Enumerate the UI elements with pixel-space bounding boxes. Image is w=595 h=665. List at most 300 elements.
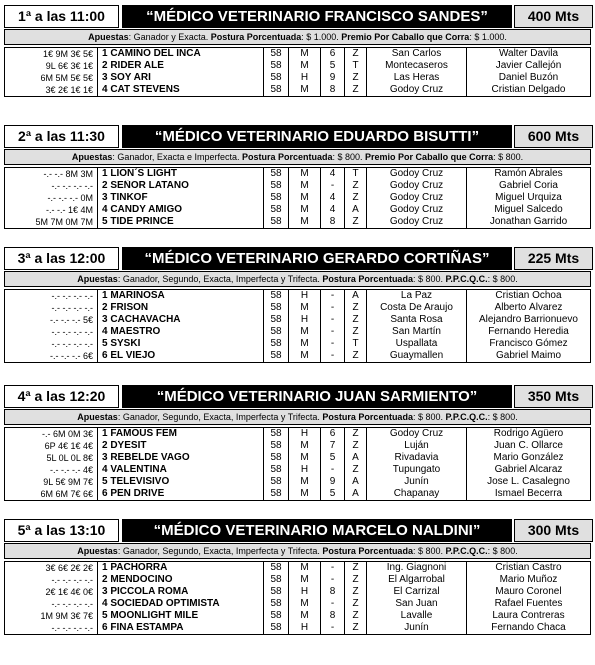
- entry-horse: 1 FAMOUS FEM: [98, 428, 264, 440]
- entry-horse: 3 TINKOF: [98, 192, 264, 204]
- entry-jockey: Laura Contreras: [492, 610, 565, 621]
- extra-text: : $ 1.000.: [469, 32, 507, 42]
- entry-weight: 58: [264, 84, 289, 96]
- entry-location: Godoy Cruz: [367, 204, 467, 216]
- entry-age: -: [321, 314, 345, 326]
- entry-horse: 3 REBELDE VAGO: [98, 452, 264, 464]
- entry-horse: 2 DYESIT: [98, 440, 264, 452]
- entry-sex: H: [289, 586, 321, 598]
- race-title: “MÉDICO VETERINARIO GERARDO CORTIÑAS”: [122, 247, 512, 270]
- entry-sex: M: [289, 574, 321, 586]
- entry-row: [5, 488, 590, 500]
- entry-cut: Z: [345, 326, 367, 338]
- entry-age: 4: [321, 192, 345, 204]
- entry-location: Montecaseros: [367, 60, 467, 72]
- entry-location: Junín: [367, 622, 467, 634]
- entry-horse: 2 MENDOCINO: [98, 574, 264, 586]
- entry-location: Santa Rosa: [367, 314, 467, 326]
- entry-jockey: Mario Muñoz: [499, 574, 558, 585]
- entry-odds: -.- -.- -.- -.-: [5, 574, 98, 586]
- entry-odds: -.- -.- -.- 4€: [5, 464, 98, 476]
- entry-sex: H: [289, 428, 321, 440]
- entry-jockey: Fernando Heredia: [488, 326, 569, 337]
- pool-text: : $ 800.: [412, 274, 446, 284]
- entry-odds: 6P 4€ 1€ 4€: [5, 440, 98, 452]
- entry-weight: 58: [264, 290, 289, 302]
- entry-row: [5, 48, 590, 60]
- entry-age: -: [321, 302, 345, 314]
- entry-cut: Z: [345, 598, 367, 610]
- entry-row: [5, 84, 590, 96]
- extra-label: P.P.C.Q.C.: [445, 412, 488, 422]
- bets-label: Apuestas: [88, 32, 129, 42]
- entry-jockey: Rafael Fuentes: [494, 598, 563, 609]
- entry-row: [5, 562, 590, 574]
- pool-text: : $ 1.000.: [301, 32, 342, 42]
- entry-sex: M: [289, 302, 321, 314]
- race-distance: 225 Mts: [514, 247, 593, 270]
- entry-age: 8: [321, 586, 345, 598]
- entry-cut: T: [345, 168, 367, 180]
- entry-row: [5, 622, 590, 634]
- entry-sex: M: [289, 168, 321, 180]
- entry-horse: 2 RIDER ALE: [98, 60, 264, 72]
- entry-cut: A: [345, 204, 367, 216]
- entry-weight: 58: [264, 72, 289, 84]
- entry-location: La Paz: [367, 290, 467, 302]
- entry-horse: 2 FRISON: [98, 302, 264, 314]
- entry-cut: Z: [345, 464, 367, 476]
- entry-jockey: Alejandro Barrionuevo: [479, 314, 578, 325]
- entry-horse: 4 CANDY AMIGO: [98, 204, 264, 216]
- entry-age: -: [321, 562, 345, 574]
- entry-odds: -.- -.- -.- -.-: [5, 290, 98, 302]
- entry-sex: M: [289, 326, 321, 338]
- entry-cut: T: [345, 338, 367, 350]
- entry-cut: Z: [345, 440, 367, 452]
- entry-horse: 3 PICCOLA ROMA: [98, 586, 264, 598]
- entry-sex: M: [289, 488, 321, 500]
- bets-label: Apuestas: [71, 152, 113, 162]
- entry-jockey: Ismael Becerra: [494, 488, 563, 499]
- entry-age: -: [321, 350, 345, 362]
- entry-cut: Z: [345, 48, 367, 60]
- entry-weight: 58: [264, 204, 289, 216]
- bets-text: : Ganador, Exacta e Imperfecta.: [112, 152, 242, 162]
- entry-odds: -.- -.- -.- -.-: [5, 326, 98, 338]
- entry-jockey: Mario González: [493, 452, 564, 463]
- entry-location: Godoy Cruz: [367, 168, 467, 180]
- entry-sex: M: [289, 452, 321, 464]
- entry-jockey: Gabriel Maimo: [495, 350, 562, 361]
- entry-jockey: Mauro Coronel: [495, 586, 562, 597]
- entries-table: [4, 167, 591, 229]
- entry-odds: -.- -.- -.- -.-: [5, 622, 98, 634]
- entry-age: -: [321, 326, 345, 338]
- entry-row: [5, 428, 590, 440]
- race-header: [4, 5, 591, 27]
- entry-sex: H: [289, 314, 321, 326]
- entry-location: Guaymallen: [367, 350, 467, 362]
- entry-cut: Z: [345, 428, 367, 440]
- entry-horse: 5 TIDE PRINCE: [98, 216, 264, 228]
- entry-location: Uspallata: [367, 338, 467, 350]
- entry-age: 7: [321, 440, 345, 452]
- entry-horse: 6 PEN DRIVE: [98, 488, 264, 500]
- extra-label: P.P.C.Q.C.: [445, 274, 488, 284]
- entry-location: Godoy Cruz: [367, 216, 467, 228]
- entry-cut: T: [345, 60, 367, 72]
- entry-cut: A: [345, 290, 367, 302]
- entry-age: 4: [321, 168, 345, 180]
- race-header: [4, 247, 591, 269]
- entry-weight: 58: [264, 326, 289, 338]
- entry-horse: 4 MAESTRO: [98, 326, 264, 338]
- entries-table: [4, 561, 591, 635]
- entry-odds: -.- -.- 8M 3M: [5, 168, 98, 180]
- entry-location: Rivadavia: [367, 452, 467, 464]
- entry-row: [5, 350, 590, 362]
- entry-horse: 6 FINA ESTAMPA: [98, 622, 264, 634]
- entry-jockey: Ramón Abrales: [494, 168, 563, 179]
- entry-odds: -.- -.- -.- 5€: [5, 314, 98, 326]
- entry-cut: Z: [345, 622, 367, 634]
- race-distance: 400 Mts: [514, 5, 593, 28]
- race-block: [4, 5, 591, 97]
- entry-jockey: Miguel Salcedo: [494, 204, 563, 215]
- entry-location: Godoy Cruz: [367, 428, 467, 440]
- entry-odds: 1M 9M 3€ 7€: [5, 610, 98, 622]
- extra-text: : $ 800.: [487, 274, 518, 284]
- entry-age: 8: [321, 610, 345, 622]
- entry-weight: 58: [264, 574, 289, 586]
- entry-cut: A: [345, 476, 367, 488]
- entry-sex: M: [289, 476, 321, 488]
- entry-location: Tupungato: [367, 464, 467, 476]
- entry-location: Ing. Giagnoni: [367, 562, 467, 574]
- entry-horse: 3 SOY ARI: [98, 72, 264, 84]
- entry-row: [5, 204, 590, 216]
- entry-odds: 9L 6€ 3€ 1€: [5, 60, 98, 72]
- entry-odds: 6M 6M 7€ 6€: [5, 488, 98, 500]
- entry-weight: 58: [264, 440, 289, 452]
- entry-horse: 4 SOCIEDAD OPTIMISTA: [98, 598, 264, 610]
- pool-label: Postura Porcentuada: [322, 274, 413, 284]
- entry-sex: M: [289, 60, 321, 72]
- entry-horse: 5 MOONLIGHT MILE: [98, 610, 264, 622]
- entry-age: 4: [321, 204, 345, 216]
- pool-label: Postura Porcentuada: [322, 412, 413, 422]
- race-header: [4, 385, 591, 407]
- entries-table: [4, 47, 591, 97]
- bets-text: : Ganador, Segundo, Exacta, Imperfecta y Trifecta.: [117, 274, 323, 284]
- entry-jockey: Francisco Gómez: [489, 338, 568, 349]
- race-header: [4, 519, 591, 541]
- entry-weight: 58: [264, 610, 289, 622]
- entry-sex: M: [289, 84, 321, 96]
- entry-sex: M: [289, 216, 321, 228]
- entry-row: [5, 72, 590, 84]
- entry-sex: M: [289, 180, 321, 192]
- entry-horse: 6 EL VIEJO: [98, 350, 264, 362]
- race-title: “MÉDICO VETERINARIO JUAN SARMIENTO”: [122, 385, 512, 408]
- entry-jockey: Cristian Ochoa: [495, 290, 562, 301]
- entry-horse: 2 SEÑOR LATANO: [98, 180, 264, 192]
- entry-weight: 58: [264, 338, 289, 350]
- entry-odds: 3€ 6€ 2€ 2€: [5, 562, 98, 574]
- entry-location: Godoy Cruz: [367, 180, 467, 192]
- bets-text: : Ganador, Segundo, Exacta, Imperfecta y Trifecta.: [117, 412, 323, 422]
- pool-label: Postura Porcentuada: [322, 546, 413, 556]
- entry-cut: A: [345, 488, 367, 500]
- entry-jockey: Rodrigo Agüero: [493, 428, 564, 439]
- entry-sex: M: [289, 440, 321, 452]
- extra-label: Premio Por Caballo que Corra: [365, 152, 494, 162]
- race-block: [4, 519, 591, 635]
- bets-label: Apuestas: [77, 412, 118, 422]
- betting-info: [4, 409, 591, 425]
- entry-location: Lavalle: [367, 610, 467, 622]
- entry-weight: 58: [264, 314, 289, 326]
- entry-cut: Z: [345, 216, 367, 228]
- entry-age: 8: [321, 84, 345, 96]
- entry-horse: 4 CAT STEVENS: [98, 84, 264, 96]
- entry-sex: M: [289, 610, 321, 622]
- entry-weight: 58: [264, 192, 289, 204]
- entry-odds: -.- 6M 0M 3€: [5, 428, 98, 440]
- entry-cut: Z: [345, 350, 367, 362]
- entry-row: [5, 290, 590, 302]
- pool-text: : $ 800.: [332, 152, 366, 162]
- entry-odds: -.- -.- -.- -.-: [5, 598, 98, 610]
- entries-table: [4, 289, 591, 363]
- entry-sex: H: [289, 622, 321, 634]
- entry-age: -: [321, 180, 345, 192]
- entry-jockey: Jose L. Casalegno: [487, 476, 570, 487]
- entry-cut: Z: [345, 84, 367, 96]
- betting-info: [4, 149, 591, 165]
- pool-text: : $ 800.: [412, 412, 446, 422]
- entry-row: [5, 216, 590, 228]
- entry-jockey: Miguel Urquiza: [495, 192, 562, 203]
- entry-weight: 58: [264, 598, 289, 610]
- entry-weight: 58: [264, 302, 289, 314]
- entry-cut: Z: [345, 192, 367, 204]
- entry-location: El Carrizal: [367, 586, 467, 598]
- entry-horse: 1 CAMINO DEL INCA: [98, 48, 264, 60]
- entry-jockey: Cristian Castro: [495, 562, 562, 573]
- entry-location: Costa De Araujo: [367, 302, 467, 314]
- extra-text: : $ 800.: [487, 546, 518, 556]
- race-title: “MÉDICO VETERINARIO MARCELO NALDINI”: [122, 519, 512, 542]
- entry-horse: 1 LION´S LIGHT: [98, 168, 264, 180]
- entry-jockey: Javier Callejón: [495, 60, 562, 71]
- entry-horse: 1 MARINOSA: [98, 290, 264, 302]
- race-number: 3ª a las 12:00: [4, 247, 119, 270]
- entry-jockey: Juan C. Ollarce: [494, 440, 563, 451]
- entry-odds: -.- -.- -.- -.-: [5, 180, 98, 192]
- entry-age: 5: [321, 488, 345, 500]
- entry-cut: Z: [345, 302, 367, 314]
- entry-sex: M: [289, 562, 321, 574]
- entry-odds: 3€ 2€ 1€ 1€: [5, 84, 98, 96]
- race-title: “MÉDICO VETERINARIO FRANCISCO SANDES”: [122, 5, 512, 28]
- extra-text: : $ 800.: [487, 412, 518, 422]
- extra-label: P.P.C.Q.C.: [445, 546, 488, 556]
- entry-location: Las Heras: [367, 72, 467, 84]
- entry-odds: -.- -.- -.- 6€: [5, 350, 98, 362]
- race-distance: 600 Mts: [514, 125, 593, 148]
- entry-sex: M: [289, 598, 321, 610]
- entry-weight: 58: [264, 476, 289, 488]
- entry-jockey: Gabriel Coria: [499, 180, 558, 191]
- entry-cut: Z: [345, 314, 367, 326]
- entry-row: [5, 610, 590, 622]
- entry-horse: 5 TELEVISIVO: [98, 476, 264, 488]
- entry-age: 5: [321, 60, 345, 72]
- race-number: 5ª a las 13:10: [4, 519, 119, 542]
- race-number: 4ª a las 12:20: [4, 385, 119, 408]
- race-number: 2ª a las 11:30: [4, 125, 119, 148]
- betting-info: [4, 543, 591, 559]
- entry-row: [5, 326, 590, 338]
- entry-jockey: Cristian Delgado: [491, 84, 566, 95]
- bets-text: : Ganador, Segundo, Exacta, Imperfecta y Trifecta.: [117, 546, 323, 556]
- race-block: [4, 247, 591, 363]
- bets-label: Apuestas: [77, 546, 118, 556]
- entry-weight: 58: [264, 216, 289, 228]
- entry-weight: 58: [264, 586, 289, 598]
- race-block: [4, 385, 591, 501]
- entry-sex: M: [289, 338, 321, 350]
- entry-weight: 58: [264, 48, 289, 60]
- entry-sex: H: [289, 464, 321, 476]
- entry-row: [5, 314, 590, 326]
- race-title: “MÉDICO VETERINARIO EDUARDO BISUTTI”: [122, 125, 512, 148]
- entry-cut: Z: [345, 180, 367, 192]
- entry-weight: 58: [264, 180, 289, 192]
- entry-odds: 5M 7M 0M 7M: [5, 216, 98, 228]
- entry-weight: 58: [264, 452, 289, 464]
- entry-sex: M: [289, 350, 321, 362]
- entry-row: [5, 574, 590, 586]
- entry-sex: M: [289, 48, 321, 60]
- entry-age: 9: [321, 476, 345, 488]
- entry-cut: Z: [345, 586, 367, 598]
- pool-text: : $ 800.: [412, 546, 446, 556]
- entry-sex: H: [289, 290, 321, 302]
- race-header: [4, 125, 591, 147]
- entry-row: [5, 598, 590, 610]
- entry-row: [5, 476, 590, 488]
- entry-age: 9: [321, 72, 345, 84]
- entry-age: 5: [321, 452, 345, 464]
- entry-odds: 9L 5€ 9M 7€: [5, 476, 98, 488]
- entry-odds: -.- -.- -.- -.-: [5, 302, 98, 314]
- entry-horse: 5 SYSKI: [98, 338, 264, 350]
- entry-row: [5, 452, 590, 464]
- entry-row: [5, 338, 590, 350]
- entry-odds: -.- -.- -.- -.-: [5, 338, 98, 350]
- entry-location: Luján: [367, 440, 467, 452]
- entry-sex: H: [289, 72, 321, 84]
- entry-age: -: [321, 574, 345, 586]
- entry-odds: 1€ 9M 3€ 5€: [5, 48, 98, 60]
- entry-location: Godoy Cruz: [367, 84, 467, 96]
- betting-info: [4, 29, 591, 45]
- entry-odds: -.- -.- 1€ 4M: [5, 204, 98, 216]
- entry-row: [5, 60, 590, 72]
- entry-location: Godoy Cruz: [367, 192, 467, 204]
- entry-cut: Z: [345, 610, 367, 622]
- entry-jockey: Walter Davila: [498, 48, 559, 59]
- entry-age: 8: [321, 216, 345, 228]
- entry-horse: 3 CACHAVACHA: [98, 314, 264, 326]
- entry-location: San Juan: [367, 598, 467, 610]
- entry-odds: 5L 0L 0L 8€: [5, 452, 98, 464]
- entry-row: [5, 464, 590, 476]
- entry-horse: 4 VALENTINA: [98, 464, 264, 476]
- entry-sex: M: [289, 192, 321, 204]
- entry-jockey: Daniel Buzón: [498, 72, 559, 83]
- entries-table: [4, 427, 591, 501]
- entry-jockey: Fernando Chaca: [491, 622, 566, 633]
- entry-location: Chapanay: [367, 488, 467, 500]
- entry-age: -: [321, 622, 345, 634]
- entry-weight: 58: [264, 350, 289, 362]
- entry-weight: 58: [264, 562, 289, 574]
- entry-age: -: [321, 290, 345, 302]
- entry-row: [5, 168, 590, 180]
- race-distance: 350 Mts: [514, 385, 593, 408]
- bets-text: : Ganador y Exacta.: [128, 32, 211, 42]
- race-block: [4, 125, 591, 229]
- entry-weight: 58: [264, 488, 289, 500]
- pool-label: Postura Porcentuada: [241, 152, 333, 162]
- race-distance: 300 Mts: [514, 519, 593, 542]
- entry-location: El Algarrobal: [367, 574, 467, 586]
- entry-cut: Z: [345, 574, 367, 586]
- entry-sex: M: [289, 204, 321, 216]
- entry-row: [5, 586, 590, 598]
- entry-age: -: [321, 598, 345, 610]
- extra-text: : $ 800.: [493, 152, 524, 162]
- entry-weight: 58: [264, 428, 289, 440]
- entry-horse: 1 PACHORRA: [98, 562, 264, 574]
- entry-location: San Martín: [367, 326, 467, 338]
- entry-age: -: [321, 338, 345, 350]
- pool-label: Postura Porcentuada: [210, 32, 302, 42]
- entry-age: -: [321, 464, 345, 476]
- entry-row: [5, 180, 590, 192]
- betting-info: [4, 271, 591, 287]
- entry-jockey: Gabriel Alcaraz: [494, 464, 563, 475]
- extra-label: Premio Por Caballo que Corra: [341, 32, 470, 42]
- entry-weight: 58: [264, 60, 289, 72]
- entry-cut: A: [345, 452, 367, 464]
- race-number: 1ª a las 11:00: [4, 5, 119, 28]
- entry-row: [5, 440, 590, 452]
- entry-odds: 2€ 1€ 4€ 0€: [5, 586, 98, 598]
- entry-age: 6: [321, 428, 345, 440]
- entry-age: 6: [321, 48, 345, 60]
- entry-location: Junín: [367, 476, 467, 488]
- entry-odds: -.- -.- -.- 0M: [5, 192, 98, 204]
- entry-row: [5, 192, 590, 204]
- entry-location: San Carlos: [367, 48, 467, 60]
- bets-label: Apuestas: [77, 274, 118, 284]
- entry-weight: 58: [264, 464, 289, 476]
